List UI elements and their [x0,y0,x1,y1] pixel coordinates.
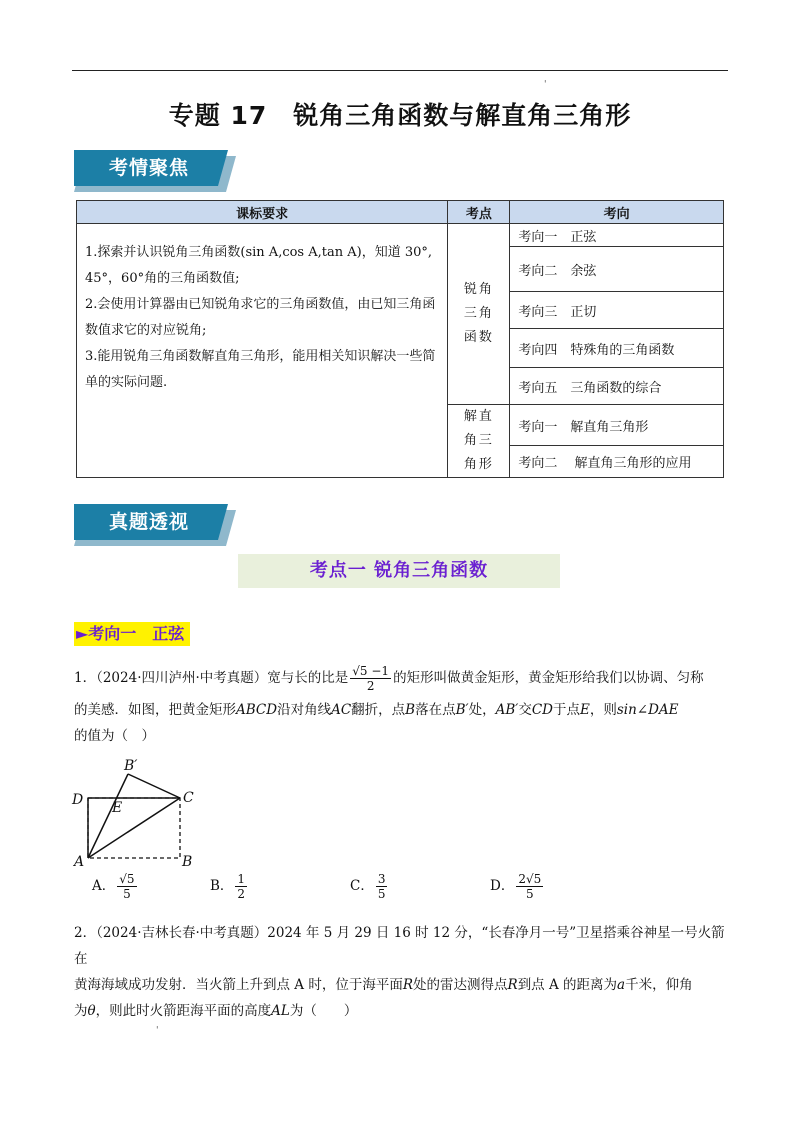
kaodian-jiezhi: 解直角三角形 [448,405,510,478]
label-D: D [72,792,84,808]
question-1-line-2 [74,699,734,721]
question-text: ，则此时火箭距海平面的高度 [95,1003,272,1019]
direction-item: 考向一 解直角三角形 [510,405,724,446]
fraction-denominator: 5 [377,887,386,901]
option-fraction [117,872,136,901]
requirements-cell [77,224,448,478]
question-text: 为 [74,1003,88,1019]
direction-item: 考向三 正切 [510,292,724,329]
option-c[interactable] [350,872,389,901]
label-B-prime: B′ [124,758,138,774]
direction-item: 考向二 解直角三角形的应用 [510,446,724,478]
question-text: 的美感．如图，把黄金矩形 [74,702,236,718]
label-B: B [182,854,193,868]
question-2 [74,920,734,1024]
math-symbol: AL [271,1003,290,1019]
option-fraction [235,872,247,901]
section-banner-zhenti [74,504,236,544]
banner-label: 考情聚焦 [108,157,189,179]
fraction-denominator: 5 [525,887,534,901]
segment-B-prime-C [128,774,180,798]
question-2-line-3 [74,998,734,1024]
math-symbol: a [617,977,626,993]
question-text: 的矩形叫做黄金矩形，黄金矩形给我们以协调、匀称 [393,670,704,686]
geometry-figure [64,756,204,868]
option-label: C． [350,878,374,894]
question-1-line-3: 的值为（ ） [74,728,155,744]
label-A: A [74,854,85,868]
fraction-denominator: 2 [237,887,246,901]
question-text: 翻折，点 [351,702,406,718]
header-rule [72,70,728,71]
question-text: 到点 A 的距离为 [517,977,618,993]
option-b[interactable] [210,872,249,901]
curriculum-table [76,200,724,478]
math-symbol: AC [331,702,352,718]
math-symbol: E [580,702,590,718]
option-label: B． [210,878,234,894]
stray-mark: ' [156,1026,159,1036]
page-title: 专题 17 锐角三角函数与解直角三角形 [168,101,632,130]
direction-heading: ►考向一 正弦 [74,622,190,646]
option-fraction [516,872,543,901]
math-symbol: θ [87,1003,96,1019]
question-2-line-1: 2．（2024·吉林长春·中考真题）2024 年 5 月 29 日 16 时 12 分，“长春净月一号”卫星搭乘谷神星一号火箭在 [74,925,725,967]
question-text: 沿对角线 [277,702,332,718]
direction-item: 考向一 正弦 [510,224,724,247]
question-text: 1．（2024·四川泸州·中考真题）宽与长的比是 [74,670,349,686]
math-symbol: sin∠DAE [616,702,679,718]
option-label: D． [490,878,515,894]
section-banner-kaoqing [74,150,236,190]
option-a[interactable] [92,872,139,901]
label-C: C [183,790,194,806]
math-symbol: B′ [455,702,469,718]
question-text: 为（ ） [289,1003,358,1019]
header-kebiao: 课标要求 [77,201,448,224]
direction-item: 考向四 特殊角的三角函数 [510,329,724,368]
math-symbol: B [405,702,416,718]
requirement-2: 2.会使用计算器由已知锐角求它的三角函数值，由已知三角函数值求它的对应锐角; [85,297,436,338]
question-text: 千米，仰角 [625,977,693,993]
question-text: 落在点 [415,702,456,718]
kaodian-title: 考点一 锐角三角函数 [238,554,560,588]
fraction-numerator: 2√5 [518,872,542,886]
fraction-numerator: 3 [377,872,386,886]
math-symbol: AB′ [495,702,519,718]
direction-item: 考向五 三角函数的综合 [510,368,724,405]
option-fraction [376,872,388,901]
label-E: E [112,800,123,816]
question-text: 交 [518,702,532,718]
question-text: ，则 [589,702,617,718]
question-1-line-1 [74,664,734,693]
fraction-numerator: √5 −1 [352,664,390,678]
fraction-denominator: 2 [366,679,375,693]
golden-ratio-fraction [350,664,391,693]
kaodian-ruijiao: 锐角三角函数 [448,224,510,405]
fraction-denominator: 5 [123,887,131,901]
fraction-numerator: 1 [237,872,246,886]
math-symbol: R [402,977,414,993]
header-kaoxiang: 考向 [510,201,724,224]
banner-label: 真题透视 [108,511,189,533]
question-2-line-2 [74,972,734,998]
question-text: 处的雷达测得点 [413,977,508,993]
option-label: A． [92,878,116,894]
question-text: 黄海海域成功发射．当火箭上升到点 A 时，位于海平面 [74,977,403,993]
requirement-3: 3.能用锐角三角函数解直角三角形，能用相关知识解决一些简单的实际问题. [85,349,436,390]
math-symbol: ABCD [236,702,278,718]
question-1 [74,664,734,747]
direction-item: 考向二 余弦 [510,247,724,292]
question-text: 于点 [553,702,580,718]
question-text: 处， [468,702,496,718]
math-symbol: CD [531,702,553,718]
fraction-numerator: √5 [119,872,135,886]
option-d[interactable] [490,872,545,901]
stray-mark: ' [544,80,547,90]
requirement-1: 1.探索并认识锐角三角函数(sin A,cos A,tan A)，知道 30°, 45°，60°角的三角函数值; [85,245,433,286]
header-kaodian: 考点 [448,201,510,224]
math-symbol: R [507,977,518,993]
